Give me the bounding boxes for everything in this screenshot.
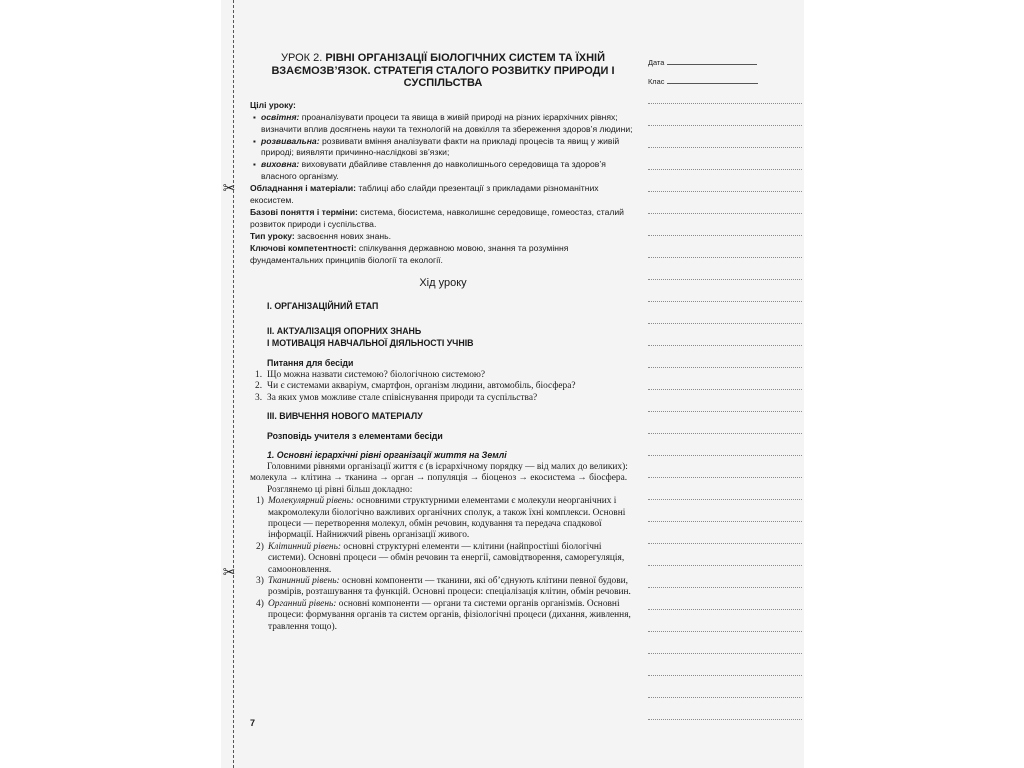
note-line[interactable] [648, 147, 802, 148]
level-number: 2) [256, 541, 264, 552]
level-item [250, 599, 636, 633]
class-label: Клас [648, 77, 665, 86]
goal-item [250, 112, 636, 136]
scissors-icon: ✂ [222, 179, 236, 197]
date-field[interactable] [648, 58, 757, 67]
questions-heading: Питання для бесіди [267, 358, 354, 369]
level-name: Клітинний рівень: [268, 541, 341, 552]
question-text: За яких умов можливе стале співіснування природи та суспільства? [267, 392, 538, 403]
note-line[interactable] [648, 279, 802, 280]
goal-label: виховна: [261, 159, 300, 170]
level-item [250, 542, 636, 576]
notes-margin [648, 0, 804, 768]
goal-text: виховувати дбайливе ставлення до навколишнього середовища та здоров’я власного організму. [261, 159, 606, 182]
topic-body [250, 462, 636, 633]
note-line[interactable] [648, 169, 802, 170]
intro-paragraph: Головними рівнями організації життя є (в ієрархічному порядку — від малих до великих): молекула → клітина → тканина → орган → популяція → біоценоз → екосистема → біосфера. [250, 461, 628, 484]
level-item [250, 496, 636, 542]
note-line[interactable] [648, 323, 802, 324]
level-number: 1) [256, 496, 264, 507]
page-number: 7 [250, 718, 256, 728]
competence-text: спілкування державною мовою, знання та розуміння фундаментальних принципів біології та екології. [250, 242, 569, 265]
stage-heading: III. ВИВЧЕННЯ НОВОГО МАТЕРІАЛУ [267, 411, 423, 422]
note-line[interactable] [648, 433, 802, 434]
competences [250, 243, 636, 267]
question-text: Що можна назвати системою? біологічною системою? [267, 370, 486, 380]
equipment [250, 183, 636, 207]
note-line[interactable] [648, 213, 802, 214]
note-line[interactable] [648, 477, 802, 478]
note-line[interactable] [648, 719, 802, 720]
note-line[interactable] [648, 609, 802, 610]
level-text: основні структурні елементи — клітини (найпростіші біологічні системи). Основні процеси — обмін речовин та енергії, самовідтворення, саморегуляція, самооновлення. [268, 541, 625, 575]
note-line[interactable] [648, 653, 802, 654]
lesson-title [250, 52, 636, 90]
note-line[interactable] [648, 367, 802, 368]
note-line[interactable] [648, 565, 802, 566]
stage-heading: I. ОРГАНІЗАЦІЙНИЙ ЕТАП [267, 301, 379, 312]
equipment-label: Обладнання і матеріали: [250, 183, 357, 194]
question-text: Чи є системами акваріум, смартфон, організм людини, автомобіль, біосфера? [267, 381, 576, 392]
note-line[interactable] [648, 521, 802, 522]
note-line[interactable] [648, 587, 802, 588]
goals-heading: Цілі уроку: [250, 99, 296, 110]
questions-list [250, 370, 636, 404]
type-text: засвоєння нових знань. [294, 230, 392, 241]
question-item [250, 381, 636, 392]
level-name: Органний рівень: [268, 598, 337, 609]
lesson-title-text: РІВНІ ОРГАНІЗАЦІЇ БІОЛОГІЧНИХ СИСТЕМ ТА ЇХНІЙ ВЗАЄМОЗВ’ЯЗОК. СТРАТЕГІЯ СТАЛОГО РОЗВИТКУ ПРИРОДИ І СУСПІЛЬСТВА [271, 52, 615, 90]
note-line[interactable] [648, 697, 802, 698]
note-line[interactable] [648, 543, 802, 544]
level-name: Тканинний рівень: [268, 576, 340, 586]
cut-line [233, 0, 234, 768]
level-text: основні компоненти — органи та системи органів організмів. Основні процеси: формування органів та систем органів, фізіологічні процеси (дихання, живлення, травлення тощо). [268, 598, 631, 632]
question-item [250, 370, 636, 381]
note-line[interactable] [648, 345, 802, 346]
note-line[interactable] [648, 301, 802, 302]
question-number: 3. [255, 392, 263, 403]
question-number: 2. [255, 381, 263, 392]
competence-label: Ключові компетентності: [250, 242, 357, 253]
question-number: 1. [255, 370, 263, 380]
topic-heading: 1. Основні ієрархічні рівні організації життя на Землі [267, 450, 507, 461]
level-number: 3) [256, 576, 264, 586]
stage-heading: II. АКТУАЛІЗАЦІЯ ОПОРНИХ ЗНАНЬ [267, 326, 422, 337]
level-text: основними структурними елементами є молекули неорганічних і макромолекули біологічно важливих органічних сполук, а також їхні комплекси. Основні процеси — перетворення молекул, обмін речовин, кодування та передача спадкової інформації. Найнижчий рівень організації живого. [268, 496, 626, 541]
note-line[interactable] [648, 103, 802, 104]
date-line[interactable] [667, 64, 757, 65]
note-line[interactable] [648, 455, 802, 456]
note-line[interactable] [648, 499, 802, 500]
detail-paragraph: Розглянемо ці рівні більш докладно: [267, 484, 413, 495]
goal-item [250, 136, 636, 160]
scissors-icon: ✂ [222, 563, 236, 581]
level-item [250, 576, 636, 599]
workbook-page [221, 0, 804, 768]
date-label: Дата [648, 58, 665, 67]
goal-label: розвивальна: [261, 135, 320, 146]
note-line[interactable] [648, 631, 802, 632]
note-line[interactable] [648, 191, 802, 192]
class-field[interactable] [648, 77, 758, 86]
lesson-number: УРОК 2. [280, 52, 323, 64]
level-number: 4) [256, 598, 264, 609]
note-line[interactable] [648, 257, 802, 258]
question-item [250, 393, 636, 404]
goal-item [250, 159, 636, 183]
class-line[interactable] [667, 83, 758, 84]
stage-heading-cont: І МОТИВАЦІЯ НАВЧАЛЬНОЇ ДІЯЛЬНОСТІ УЧНІВ [267, 338, 474, 349]
note-line[interactable] [648, 411, 802, 412]
goal-text: проаналізувати процеси та явища в живій природі на різних ієрархічних рівнях; визначити вплив досягнень науки та технологій на довкілля та збереження здоров’я людини; [261, 111, 633, 134]
terms-label: Базові поняття і терміни: [250, 206, 358, 217]
level-text: основні компоненти — тканини, які об’єднують клітини певної будови, розмірів, розташування та функцій. Основні процеси: спеціалізація клітин, обмін речовин. [268, 576, 631, 598]
note-line[interactable] [648, 125, 802, 126]
equipment-text: таблиці або слайди презентації з прикладами різноманітних екосистем. [250, 183, 599, 206]
goal-text: розвивати вміння аналізувати факти на прикладі процесів та явищ у живій природі; виявляти причинно-наслідкові зв’язки; [261, 135, 620, 158]
type-label: Тип уроку: [250, 230, 295, 241]
note-line[interactable] [648, 389, 802, 390]
course-heading: Хід уроку [419, 277, 467, 290]
story-heading: Розповідь учителя з елементами бесіди [267, 431, 443, 442]
goal-label: освітня: [261, 111, 300, 122]
lesson-type [250, 231, 636, 243]
level-name: Молекулярний рівень: [268, 496, 354, 507]
note-line[interactable] [648, 675, 802, 676]
lesson-content [250, 52, 636, 633]
terms [250, 207, 636, 231]
note-line[interactable] [648, 235, 802, 236]
terms-text: система, біосистема, навколишнє середовище, гомеостаз, сталий розвиток природи і суспільства. [250, 206, 624, 229]
